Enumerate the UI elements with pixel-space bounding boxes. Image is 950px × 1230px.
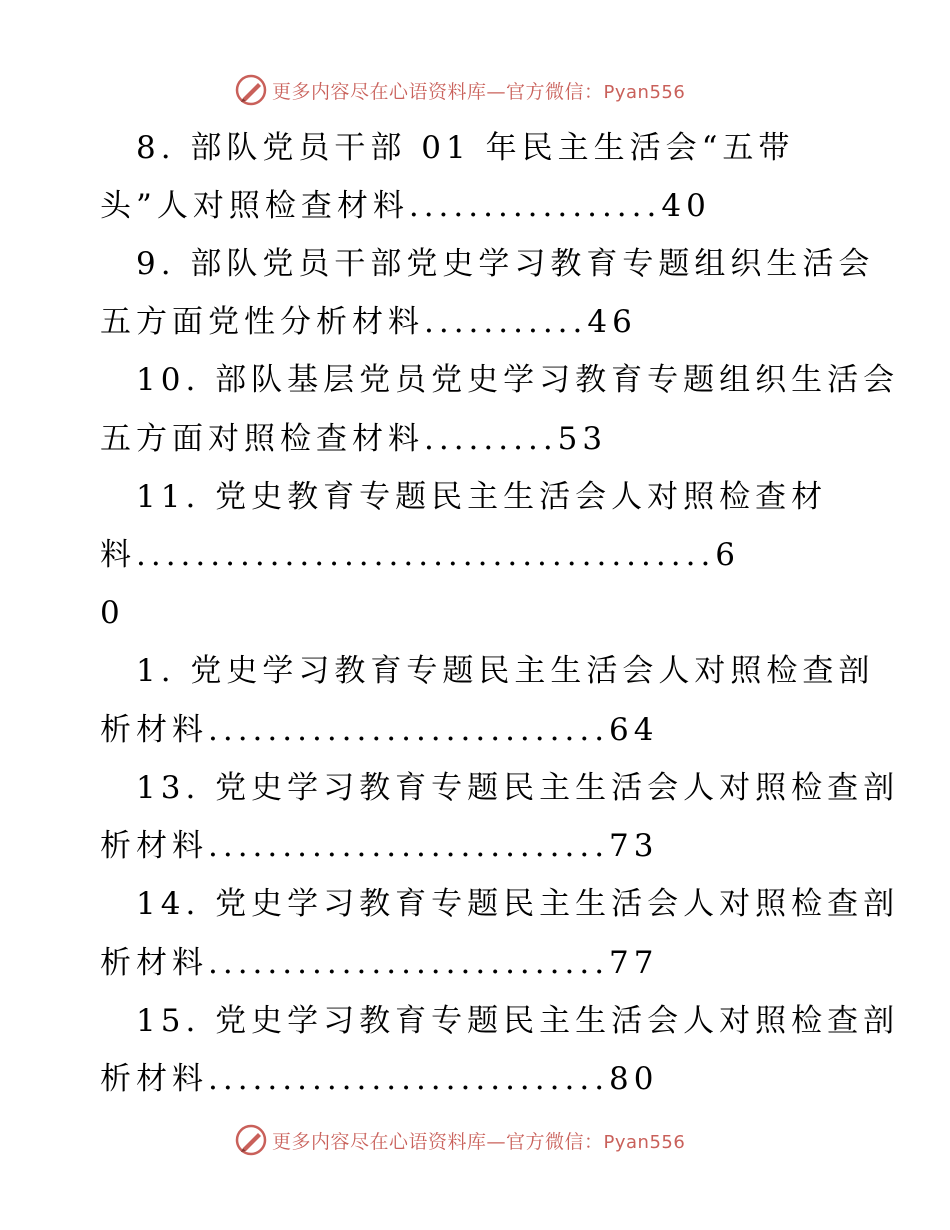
toc-entry-8-line1: 8. 部队党员干部 01 年民主生活会“五带 bbox=[136, 130, 795, 166]
toc-entry-13-line1: 13. 党史学习教育专题民主生活会人对照检查剖 bbox=[136, 770, 900, 806]
watermark-banner-top bbox=[234, 72, 685, 108]
watermark-text bbox=[272, 77, 685, 104]
toc-entry-9-line2: 五方面党性分析材料...........46 bbox=[100, 304, 637, 340]
toc-entry-12-line2: 析材料...........................64 bbox=[100, 712, 659, 748]
watermark-id: Pyan556 bbox=[603, 1131, 686, 1153]
toc-entry-15-line1: 15. 党史学习教育专题民主生活会人对照检查剖 bbox=[136, 1003, 900, 1039]
watermark-cn: 更多内容尽在心语资料库—官方微信： bbox=[272, 80, 604, 103]
pen-logo-icon bbox=[234, 1123, 268, 1157]
toc-entry-11-line1: 11. 党史教育专题民主生活会人对照检查材 bbox=[136, 479, 828, 515]
toc-entry-10-line1: 10. 部队基层党员党史学习教育专题组织生活会 bbox=[136, 362, 900, 398]
watermark-id: Pyan556 bbox=[603, 81, 686, 103]
toc-entry-14-line1: 14. 党史学习教育专题民主生活会人对照检查剖 bbox=[136, 886, 900, 922]
toc-entry-15-line2: 析材料...........................80 bbox=[100, 1061, 659, 1097]
watermark-cn: 更多内容尽在心语资料库—官方微信： bbox=[272, 1130, 604, 1153]
toc-entry-13-line2: 析材料...........................73 bbox=[100, 828, 659, 864]
pen-logo-icon bbox=[234, 73, 268, 107]
toc-entry-11-line2: 料.......................................6 bbox=[100, 537, 741, 573]
watermark-banner-bottom bbox=[234, 1122, 685, 1158]
toc-entry-8-line2: 头”人对照检查材料.................40 bbox=[100, 188, 711, 224]
toc-entry-11-line3: 0 bbox=[100, 595, 125, 631]
toc-entry-10-line2: 五方面对照检查材料.........53 bbox=[100, 421, 608, 457]
toc-entry-12-line1: 1. 党史学习教育专题民主生活会人对照检查剖 bbox=[136, 653, 875, 689]
toc-entry-14-line2: 析材料...........................77 bbox=[100, 945, 659, 981]
watermark-text bbox=[272, 1127, 685, 1154]
toc-entry-9-line1: 9. 部队党员干部党史学习教育专题组织生活会 bbox=[136, 246, 875, 282]
